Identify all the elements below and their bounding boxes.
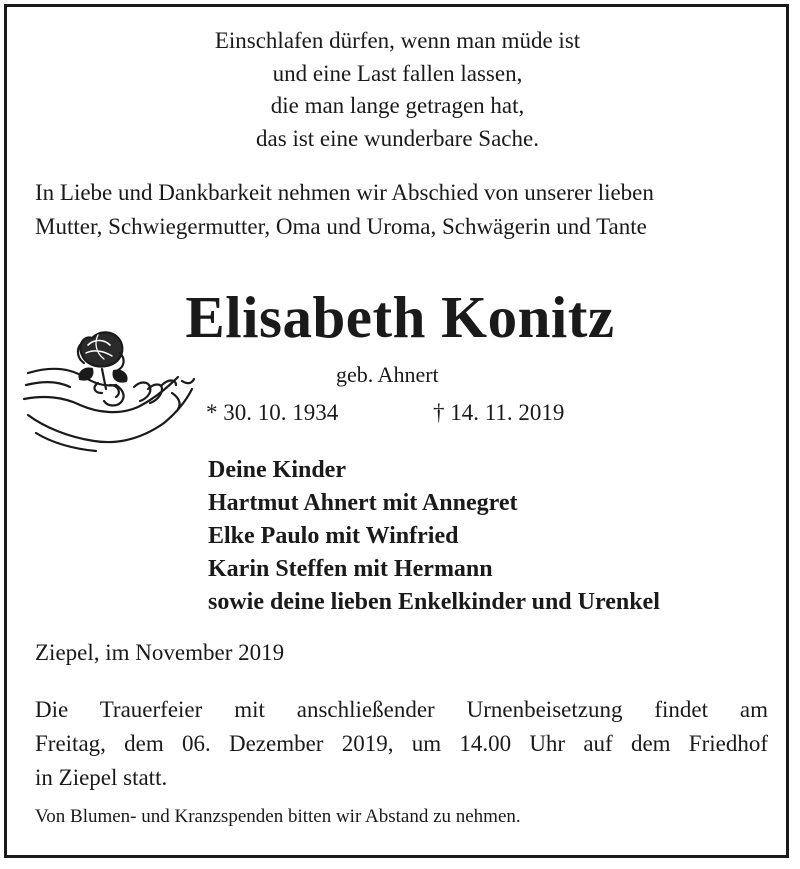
poem <box>0 25 795 155</box>
service-info <box>35 693 768 795</box>
birth-date: * 30. 10. 1934 <box>206 400 339 425</box>
intro-line: In Liebe und Dankbarkeit nehmen wir Abschied von unserer lieben <box>35 180 654 205</box>
death-date: † 14. 11. 2019 <box>433 400 565 425</box>
poem-line: die man lange getragen hat, <box>270 93 525 118</box>
deceased-name: Elisabeth Konitz <box>185 284 615 350</box>
intro-text <box>35 176 770 244</box>
family-line: sowie deine lieben Enkelkinder und Urenkel <box>208 589 660 615</box>
family-line: Hartmut Ahnert mit Annegret <box>208 490 518 516</box>
family-list <box>208 454 660 619</box>
family-line: Deine Kinder <box>208 457 346 483</box>
poem-line: das ist eine wunderbare Sache. <box>256 125 539 151</box>
place-date: Ziepel, im November 2019 <box>35 640 285 665</box>
poem-line: Einschlafen dürfen, wenn man müde ist <box>214 28 581 53</box>
poem-line: und eine Last fallen lassen, <box>272 60 523 86</box>
family-line: Elke Paulo mit Winfried <box>208 523 459 549</box>
maiden-name: geb. Ahnert <box>336 362 439 387</box>
family-line: Karin Steffen mit Hermann <box>208 556 493 582</box>
service-line: Die Trauerfeier mit anschließender Urnenbeisetzung findet am <box>35 697 768 722</box>
intro-line: Mutter, Schwiegermutter, Oma und Uroma, Schwägerin und Tante <box>35 214 647 239</box>
service-line: in Ziepel statt. <box>35 765 168 790</box>
service-line: Freitag, dem 06. Dezember 2019, um 14.00 Uhr auf dem Friedhof <box>35 731 768 756</box>
flowers-note: Von Blumen- und Kranzspenden bitten wir Abstand zu nehmen. <box>35 806 521 827</box>
